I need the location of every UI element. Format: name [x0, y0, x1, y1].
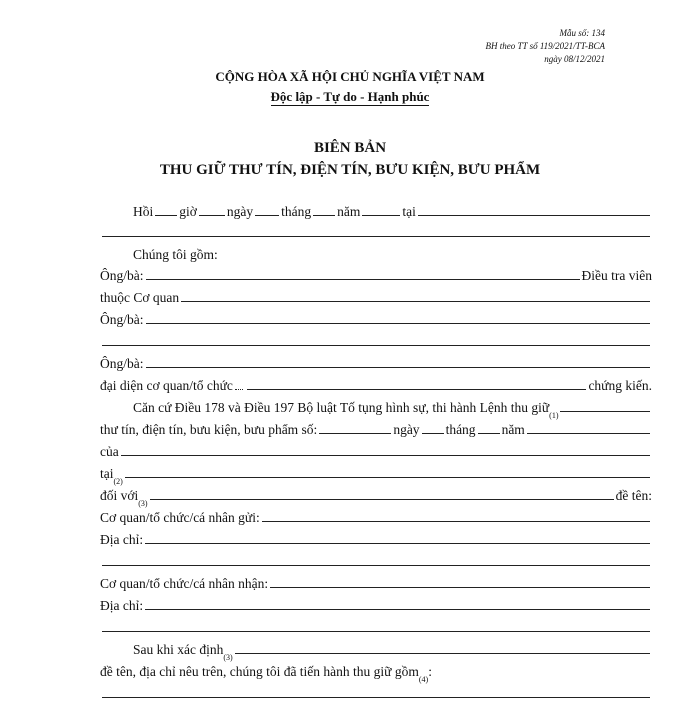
label-sender-address: Địa chỉ:: [100, 532, 144, 547]
intro-row: [100, 241, 652, 263]
order-year-blank[interactable]: [527, 433, 650, 434]
label-ongba-2: Ông/bà:: [100, 312, 144, 327]
label-ongba-3: Ông/bà:: [100, 356, 144, 371]
label-order-thang: tháng: [445, 422, 476, 437]
investigator-row: [100, 262, 652, 284]
representative-row: [100, 372, 652, 394]
national-header: [0, 67, 700, 107]
seized-items-row: [100, 680, 652, 702]
label-receiver: Cơ quan/tổ chức/cá nhân nhận:: [100, 576, 269, 591]
form-date: ngày 08/12/2021: [544, 54, 605, 64]
sender-address-blank-2[interactable]: [102, 565, 650, 566]
title-line-1: BIÊN BẢN: [313, 140, 387, 156]
issuer-row: [100, 438, 652, 460]
label-order-ngay: ngày: [393, 422, 420, 437]
label-investigator: Điều tra viên: [581, 268, 652, 283]
document-title: [0, 137, 700, 181]
sender-row: [100, 504, 652, 526]
label-order-nam: năm: [501, 422, 525, 437]
label-hoi: Hồi: [133, 204, 154, 219]
receiver-row: [100, 570, 652, 592]
label-determined: Sau khi xác định: [133, 642, 224, 657]
label-ngay: ngày: [226, 204, 254, 219]
minute-blank[interactable]: [199, 215, 225, 216]
representative-dots: [235, 389, 243, 390]
seized-row: đề tên, địa chỉ nêu trên, chúng tôi đã tiến hành thu giữ gồm (4) :: [100, 664, 432, 684]
label-seized-colon: :: [428, 664, 432, 679]
place-blank[interactable]: [418, 215, 650, 216]
form-number: Mẫu số: 134: [559, 28, 605, 38]
label-tai: tại: [402, 204, 416, 219]
person3-row: [100, 350, 652, 372]
person2-blank-2[interactable]: [102, 345, 650, 346]
person2-row: [100, 306, 652, 328]
agency-blank[interactable]: [181, 301, 650, 302]
label-de-ten: đề tên:: [615, 488, 652, 503]
order-day-blank[interactable]: [422, 433, 444, 434]
year-blank[interactable]: [362, 215, 400, 216]
participants-intro: Chúng tôi gồm:: [133, 247, 218, 262]
determined-blank[interactable]: [235, 653, 650, 654]
basis-text: Căn cứ Điều 178 và Điều 197 Bộ luật Tố tụng hình sự, thi hành Lệnh thu giữ: [133, 400, 550, 415]
sender-address-row: [100, 526, 652, 548]
sender-blank[interactable]: [262, 521, 650, 522]
label-agency: thuộc Cơ quan: [100, 290, 180, 305]
national-motto: Độc lập - Tự do - Hạnh phúc: [270, 89, 430, 104]
sender-address-continuation-row: [100, 548, 652, 570]
location-row: tại (2): [100, 460, 652, 482]
label-seized: đề tên, địa chỉ nêu trên, chúng tôi đã tiến hành thu giữ gồm: [100, 664, 419, 679]
person3-blank[interactable]: [146, 367, 651, 368]
day-blank[interactable]: [255, 215, 279, 216]
receiver-blank[interactable]: [270, 587, 650, 588]
label-witness: chứng kiến.: [588, 378, 652, 393]
title-line-2: THU GIỮ THƯ TÍN, ĐIỆN TÍN, BƯU KIỆN, BƯU PHẨM: [159, 162, 541, 178]
time-place-row: [100, 198, 652, 220]
receiver-address-row: [100, 592, 652, 614]
receiver-address-blank[interactable]: [145, 609, 650, 610]
label-thang: tháng: [281, 204, 312, 219]
form-code: [485, 27, 605, 66]
nation-name: CỘNG HÒA XÃ HỘI CHỦ NGHĨA VIỆT NAM: [215, 69, 485, 84]
label-representative: đại diện cơ quan/tổ chức: [100, 378, 233, 393]
label-cua: của: [100, 444, 119, 459]
issuer-blank[interactable]: [121, 455, 650, 456]
person2-blank[interactable]: [146, 323, 651, 324]
label-gio: giờ: [179, 204, 197, 219]
form-circular: BH theo TT số 119/2021/TT-BCA: [485, 41, 605, 51]
sender-address-blank[interactable]: [145, 543, 650, 544]
order-blank[interactable]: [560, 411, 650, 412]
label-nam: năm: [337, 204, 361, 219]
hour-blank[interactable]: [155, 215, 177, 216]
seized-items-blank[interactable]: [102, 697, 650, 698]
location-blank[interactable]: [125, 477, 650, 478]
determined-row: Sau khi xác định (3): [100, 636, 652, 658]
label-location-tai: tại: [100, 466, 114, 481]
target-blank[interactable]: [150, 499, 614, 500]
items-row: [100, 416, 652, 438]
investigator-name-blank[interactable]: [146, 279, 580, 280]
place-blank-2[interactable]: [102, 236, 650, 237]
order-month-blank[interactable]: [478, 433, 500, 434]
label-doi-voi: đối với: [100, 488, 139, 503]
agency-row: [100, 284, 652, 306]
receiver-address-blank-2[interactable]: [102, 631, 650, 632]
label-items: thư tín, điện tín, bưu kiện, bưu phẩm số:: [100, 422, 318, 437]
order-number-blank[interactable]: [319, 433, 391, 434]
representative-blank[interactable]: [247, 389, 587, 390]
label-sender: Cơ quan/tổ chức/cá nhân gửi:: [100, 510, 260, 525]
receiver-address-continuation-row: [100, 614, 652, 636]
label-receiver-address: Địa chỉ:: [100, 598, 144, 613]
label-ongba-1: Ông/bà:: [100, 268, 144, 283]
basis-row: Căn cứ Điều 178 và Điều 197 Bộ luật Tố tụng hình sự, thi hành Lệnh thu giữ (1): [100, 394, 652, 416]
month-blank[interactable]: [313, 215, 335, 216]
place-continuation-row: [100, 219, 652, 241]
target-row: đối với (3) đề tên:: [100, 488, 652, 508]
person2-continuation-row: [100, 328, 652, 350]
